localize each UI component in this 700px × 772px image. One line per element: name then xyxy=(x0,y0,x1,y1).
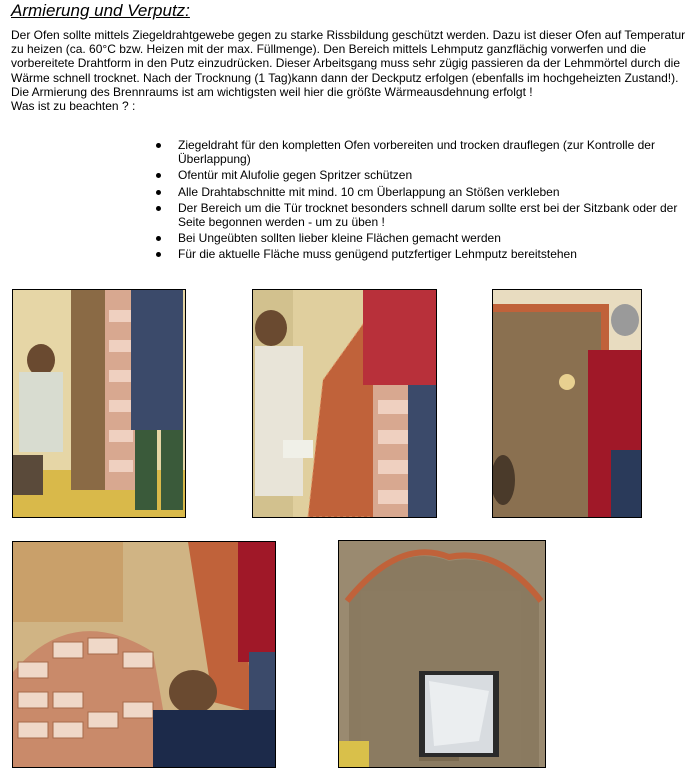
list-item xyxy=(155,185,690,199)
bullet-icon xyxy=(156,206,161,211)
photo-clay-first-layer xyxy=(12,289,186,518)
list-item-text: Ziegeldraht für den kompletten Ofen vorbereiten und trocken drauflegen (zur Kontrolle der Überlappung) xyxy=(178,138,655,167)
bullet-icon xyxy=(156,252,161,257)
list-item xyxy=(155,201,690,229)
photo-brick-arch xyxy=(12,541,276,768)
list-item xyxy=(155,138,690,166)
list-item-text: Für die aktuelle Fläche muss genügend putzfertiger Lehmputz bereitstehen xyxy=(178,247,577,262)
photo-plastering-wall xyxy=(492,289,642,518)
intro-text xyxy=(11,28,691,113)
bullet-icon xyxy=(156,173,161,178)
intro-paragraph: Der Ofen sollte mittels Ziegeldrahtgewebe gegen zu starke Rissbildung geschützt werden. Dazu ist dieser Ofen auf Temperatur zu heizen (ca. 60°C bzw. Heizen mit der max. Füllmenge). Den Bereich mittels Lehmputz ganzflächig vorwerfen und die vorbereitete Drahtform in den Putz einzudrücken. Dieser Arbeitsgang muss sehr zügig passieren da der Lehmmörtel durch die Wärme schnell trocknet. Nach der Trocknung (1 Tag)kann dann der Deckputz erfolgen (ebenfalls im hochgeheizten Zustand!). Die Armierung des Brennraums ist am wichtigsten weil hier die größte Wärmeausdehnung erfolgt ! xyxy=(11,28,686,99)
bullet-icon xyxy=(156,190,161,195)
section-title: Armierung und Verputz: xyxy=(11,1,190,20)
list-item-text: Ofentür mit Alufolie gegen Spritzer schützen xyxy=(178,168,413,183)
list-item xyxy=(155,168,690,182)
instruction-list xyxy=(155,138,690,264)
list-item xyxy=(155,231,690,245)
photo-mesh-placement xyxy=(252,289,437,518)
question-line: Was ist zu beachten ? : xyxy=(11,99,136,114)
list-item-text: Alle Drahtabschnitte mit mind. 10 cm Überlappung an Stößen verkleben xyxy=(178,184,560,199)
bullet-icon xyxy=(156,236,161,241)
photo-foil-door xyxy=(338,540,546,768)
list-item-text: Bei Ungeübten sollten lieber kleine Flächen gemacht werden xyxy=(178,231,501,246)
list-item-text: Der Bereich um die Tür trocknet besonders schnell darum sollte erst bei der Sitzbank oder der Seite begonnen werden - um zu üben ! xyxy=(178,200,678,230)
bullet-icon xyxy=(156,143,161,148)
list-item xyxy=(155,247,690,261)
